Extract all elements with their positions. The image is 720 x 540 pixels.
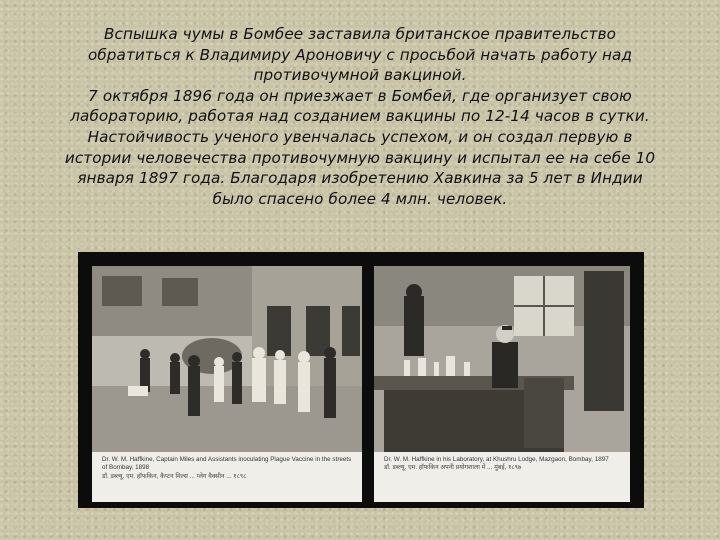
photo-frame <box>78 252 644 508</box>
street-inoculation-photo <box>92 266 362 502</box>
laboratory-scene-image <box>374 266 630 452</box>
right-caption-english: Dr. W. M. Haffkine in his Laboratory, at Khushru Lodge, Mazgaon, Bombay, 1897 <box>384 456 609 463</box>
paragraph-intro: Вспышка чумы в Бомбее заставила британское правительство обратиться к Владимиру Ароновичу с просьбой начать работу над противочумной вакциной. <box>87 25 633 85</box>
right-photo-caption <box>374 452 630 502</box>
left-caption-hindi: डॉ. डब्ल्यू. एम. हॉफकिन, कैप्टन मिल्स ... प्लेग वैक्सीन ... १८९८ <box>102 472 247 480</box>
left-photo-caption <box>92 452 362 502</box>
paragraph-main: 7 октября 1896 года он приезжает в Бомбей, где организует свою лабораторию, работая над созданием вакцины по 12-14 часов в сутки. Настойчивость ученого увенчалась успехом, и он создал первую в истории человечества противочумную вакцину и испытал ее на себе 10 января 1897 года. Благодаря изобретению Хавкина за 5 лет в Индии было спасено более 4 млн. человек. <box>64 86 656 208</box>
left-caption-english: Dr. W. M. Haffkine, Captain Miles and Assistants inoculating Plague Vaccine in the streets of Bombay, 1898 <box>102 456 352 472</box>
slide-text <box>60 24 660 209</box>
street-scene-image <box>92 266 362 452</box>
laboratory-photo <box>374 266 630 502</box>
right-caption-hindi: डॉ. डब्ल्यू. एम. हॉफकिन अपनी प्रयोगशाला में ... मुंबई, १८९७ <box>384 464 522 472</box>
